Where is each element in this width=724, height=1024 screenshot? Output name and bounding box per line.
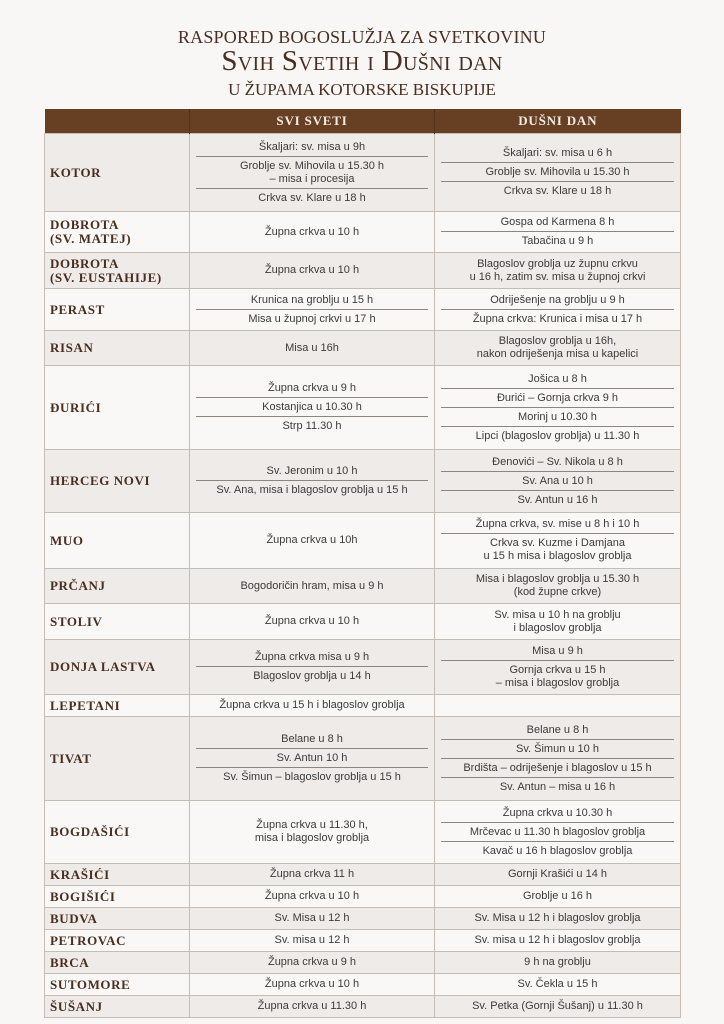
- parish-name: RISAN: [45, 331, 190, 366]
- service-entry: Morinj u 10.30 h: [441, 407, 674, 426]
- service-entry: Crkva sv. Kuzme i Damjana u 15 h misa i blagoslov groblja: [441, 533, 674, 565]
- service-entry: Župna crkva u 10 h: [264, 225, 360, 238]
- service-entry: Misa i blagoslov groblja u 15.30 h (kod župne crkve): [475, 573, 640, 598]
- service-entry: Župna crkva u 15 h i blagoslov groblja: [219, 699, 405, 711]
- dusni-dan-cell: [435, 908, 681, 930]
- table-row: [45, 331, 681, 366]
- service-entry: Župna crkva u 11.30 h, misa i blagoslov groblja: [254, 819, 370, 844]
- svi-sveti-cell: [190, 695, 435, 717]
- parish-name: DOBROTA (SV. MATEJ): [45, 212, 190, 253]
- dusni-dan-cell: [435, 930, 681, 952]
- table-row: [45, 212, 681, 253]
- parish-name: DOBROTA (SV. EUSTAHIJE): [45, 253, 190, 289]
- service-entry: Krunica na groblju u 15 h: [250, 293, 374, 306]
- service-entry: Groblje sv. Mihovila u 15.30 h: [441, 162, 674, 181]
- service-entry: Župna crkva u 10 h: [264, 615, 360, 627]
- service-entry: Blagoslov groblja u 16h, nakon odriješenja misa u kapelici: [476, 335, 639, 360]
- service-entry: Sv. Ana u 10 h: [441, 471, 674, 490]
- service-entry: Sv. Antun u 16 h: [441, 490, 674, 509]
- svi-sveti-cell: [190, 952, 435, 974]
- service-entry: Sv. Misa u 12 h i blagoslov groblja: [474, 912, 641, 924]
- service-entry: Sv. Antun – misa u 16 h: [441, 777, 674, 796]
- service-entry: Crkva sv. Klare u 18 h: [441, 181, 674, 200]
- parish-name: MUO: [45, 513, 190, 569]
- service-entry: Misa u 16h: [285, 341, 339, 354]
- table-row: [45, 513, 681, 569]
- table-body: [45, 134, 681, 1018]
- service-entry: Sv. Misa u 12 h: [274, 912, 350, 924]
- service-entry: Sv. Ana, misa i blagoslov groblja u 15 h: [196, 480, 428, 499]
- table-row: [45, 134, 681, 212]
- service-entry: Sv. Šimun – blagoslov groblja u 15 h: [196, 767, 428, 786]
- dusni-dan-cell: [435, 212, 681, 253]
- title-line-3: U ŽUPAMA KOTORSKE BISKUPIJE: [228, 80, 496, 99]
- table-row: [45, 952, 681, 974]
- table-row: [45, 801, 681, 864]
- table-row: [45, 930, 681, 952]
- dusni-dan-cell: [435, 331, 681, 366]
- header-svi-sveti: SVI SVETI: [190, 109, 435, 134]
- svi-sveti-cell: [190, 134, 435, 212]
- svi-sveti-cell: [190, 640, 435, 695]
- title-main: Svih Svetih i Dušni dan: [221, 45, 503, 77]
- parish-name: PRČANJ: [45, 569, 190, 604]
- service-entry: Župna crkva u 10 h: [264, 264, 360, 276]
- service-entry: Sv. Antun 10 h: [196, 748, 428, 767]
- parish-name: ŠUŠANJ: [45, 996, 190, 1018]
- service-entry: Misa u 9 h: [532, 644, 583, 657]
- table-row: [45, 864, 681, 886]
- dusni-dan-cell: [435, 604, 681, 640]
- svi-sveti-cell: [190, 801, 435, 864]
- service-entry: Župna crkva u 9 h: [267, 956, 357, 968]
- service-entry: Župna crkva u 10 h: [264, 890, 360, 902]
- dusni-dan-cell: [435, 801, 681, 864]
- svi-sveti-cell: [190, 450, 435, 513]
- service-entry: Kostanjica u 10.30 h: [196, 397, 428, 416]
- parish-name: TIVAT: [45, 717, 190, 801]
- table-row: [45, 717, 681, 801]
- table-row: [45, 886, 681, 908]
- service-entry: Blagoslov groblja u 14 h: [196, 666, 428, 685]
- svi-sveti-cell: [190, 930, 435, 952]
- service-entry: Sv. Petka (Gornji Šušanj) u 11.30 h: [472, 1000, 643, 1012]
- service-entry: Sv. Čekla u 15 h: [517, 978, 598, 990]
- service-entry: Gornja crkva u 15 h – misa i blagoslov groblja: [441, 660, 674, 692]
- dusni-dan-cell: [435, 513, 681, 569]
- svi-sveti-cell: [190, 289, 435, 331]
- service-entry: Sv. Jeronim u 10 h: [266, 465, 358, 477]
- dusni-dan-cell: [435, 289, 681, 331]
- service-entry: Đenovići – Sv. Nikola u 8 h: [492, 455, 623, 468]
- service-entry: Župna crkva u 10 h: [264, 978, 360, 990]
- service-entry: Gornji Krašići u 14 h: [507, 868, 608, 880]
- service-entry: Gospa od Karmena 8 h: [500, 216, 615, 228]
- service-entry: Blagoslov groblja uz župnu crkvu u 16 h, zatim sv. misa u župnoj crkvi: [469, 257, 646, 283]
- dusni-dan-cell: [435, 952, 681, 974]
- parish-name: HERCEG NOVI: [45, 450, 190, 513]
- service-entry: Sv. misa u 10 h na groblju i blagoslov groblja: [494, 608, 621, 634]
- dusni-dan-cell: [435, 366, 681, 450]
- table-row: [45, 996, 681, 1018]
- dusni-dan-cell: [435, 864, 681, 886]
- service-entry: Župna crkva u 9 h: [267, 382, 357, 394]
- svi-sveti-cell: [190, 974, 435, 996]
- parish-name: BUDVA: [45, 908, 190, 930]
- service-entry: Odriješenje na groblju u 9 h: [490, 293, 625, 306]
- schedule-table: [44, 109, 681, 1018]
- service-entry: Lipci (blagoslov groblja) u 11.30 h: [441, 426, 674, 445]
- svi-sveti-cell: [190, 366, 435, 450]
- service-entry: Đurići – Gornja crkva 9 h: [441, 388, 674, 407]
- dusni-dan-cell: [435, 695, 681, 717]
- table-row: [45, 450, 681, 513]
- service-entry: Sv. Šimun u 10 h: [441, 739, 674, 758]
- table-row: [45, 640, 681, 695]
- svi-sveti-cell: [190, 331, 435, 366]
- parish-name: ĐURIĆI: [45, 366, 190, 450]
- title-line-1: RASPORED BOGOSLUŽJA ZA SVETKOVINU: [177, 27, 547, 47]
- service-entry: Župna crkva: Krunica i misa u 17 h: [441, 309, 674, 328]
- service-entry: Belane u 8 h: [526, 723, 589, 736]
- parish-name: BOGDAŠIĆI: [45, 801, 190, 864]
- table-row: [45, 604, 681, 640]
- service-entry: Sv. misa u 12 h: [274, 934, 350, 946]
- service-entry: Crkva sv. Klare u 18 h: [196, 188, 428, 207]
- service-entry: Kavač u 16 h blagoslov groblja: [441, 841, 674, 860]
- service-entry: Škaljari: sv. misa u 6 h: [502, 147, 613, 159]
- dusni-dan-cell: [435, 569, 681, 604]
- parish-name: PERAST: [45, 289, 190, 331]
- service-entry: Župna crkva 11 h: [269, 868, 355, 880]
- table-header-row: [45, 109, 681, 134]
- dusni-dan-cell: [435, 717, 681, 801]
- service-entry: Groblje sv. Mihovila u 15.30 h – misa i procesija: [196, 156, 428, 188]
- service-entry: Župna crkva u 10h: [266, 534, 358, 546]
- service-entry: Strp 11.30 h: [196, 416, 428, 435]
- table-row: [45, 366, 681, 450]
- svi-sveti-cell: [190, 996, 435, 1018]
- service-entry: Belane u 8 h: [281, 733, 343, 745]
- svi-sveti-cell: [190, 513, 435, 569]
- svi-sveti-cell: [190, 569, 435, 604]
- svi-sveti-cell: [190, 604, 435, 640]
- service-entry: Bogodoričin hram, misa u 9 h: [240, 579, 384, 592]
- parish-name: DONJA LASTVA: [45, 640, 190, 695]
- parish-name: BOGIŠIĆI: [45, 886, 190, 908]
- svi-sveti-cell: [190, 212, 435, 253]
- service-entry: Jošica u 8 h: [528, 372, 587, 385]
- parish-name: KRAŠIĆI: [45, 864, 190, 886]
- service-entry: Misa u župnoj crkvi u 17 h: [196, 309, 428, 328]
- table-row: [45, 289, 681, 331]
- parish-name: STOLIV: [45, 604, 190, 640]
- svi-sveti-cell: [190, 886, 435, 908]
- table-row: [45, 695, 681, 717]
- dusni-dan-cell: [435, 253, 681, 289]
- service-entry: Mrčevac u 11.30 h blagoslov groblja: [441, 822, 674, 841]
- svi-sveti-cell: [190, 253, 435, 289]
- service-entry: Škaljari: sv. misa u 9h: [258, 140, 366, 153]
- svi-sveti-cell: [190, 908, 435, 930]
- parish-name: KOTOR: [45, 134, 190, 212]
- dusni-dan-cell: [435, 450, 681, 513]
- parish-name: SUTOMORE: [45, 974, 190, 996]
- service-entry: Groblje u 16 h: [522, 890, 593, 902]
- service-entry: Župna crkva u 11.30 h: [257, 1000, 367, 1012]
- dusni-dan-cell: [435, 134, 681, 212]
- dusni-dan-cell: [435, 974, 681, 996]
- table-row: [45, 908, 681, 930]
- parish-name: BRCA: [45, 952, 190, 974]
- service-entry: Župna crkva misa u 9 h: [254, 651, 370, 663]
- service-entry: Tabačina u 9 h: [441, 231, 674, 250]
- dusni-dan-cell: [435, 886, 681, 908]
- dusni-dan-cell: [435, 640, 681, 695]
- header-place: [45, 109, 190, 134]
- dusni-dan-cell: [435, 996, 681, 1018]
- service-entry: Župna crkva, sv. mise u 8 h i 10 h: [475, 518, 640, 530]
- table-row: [45, 974, 681, 996]
- svi-sveti-cell: [190, 864, 435, 886]
- parish-name: LEPETANI: [45, 695, 190, 717]
- parish-name: PETROVAC: [45, 930, 190, 952]
- svi-sveti-cell: [190, 717, 435, 801]
- table-row: [45, 569, 681, 604]
- service-entry: 9 h na groblju: [524, 956, 591, 968]
- table-row: [45, 253, 681, 289]
- header-dusni-dan: DUŠNI DAN: [435, 109, 681, 134]
- service-entry: Brdišta – odriješenje i blagoslov u 15 h: [441, 758, 674, 777]
- service-entry: Sv. misa u 12 h i blagoslov groblja: [474, 934, 641, 946]
- service-entry: Župna crkva u 10.30 h: [502, 806, 613, 819]
